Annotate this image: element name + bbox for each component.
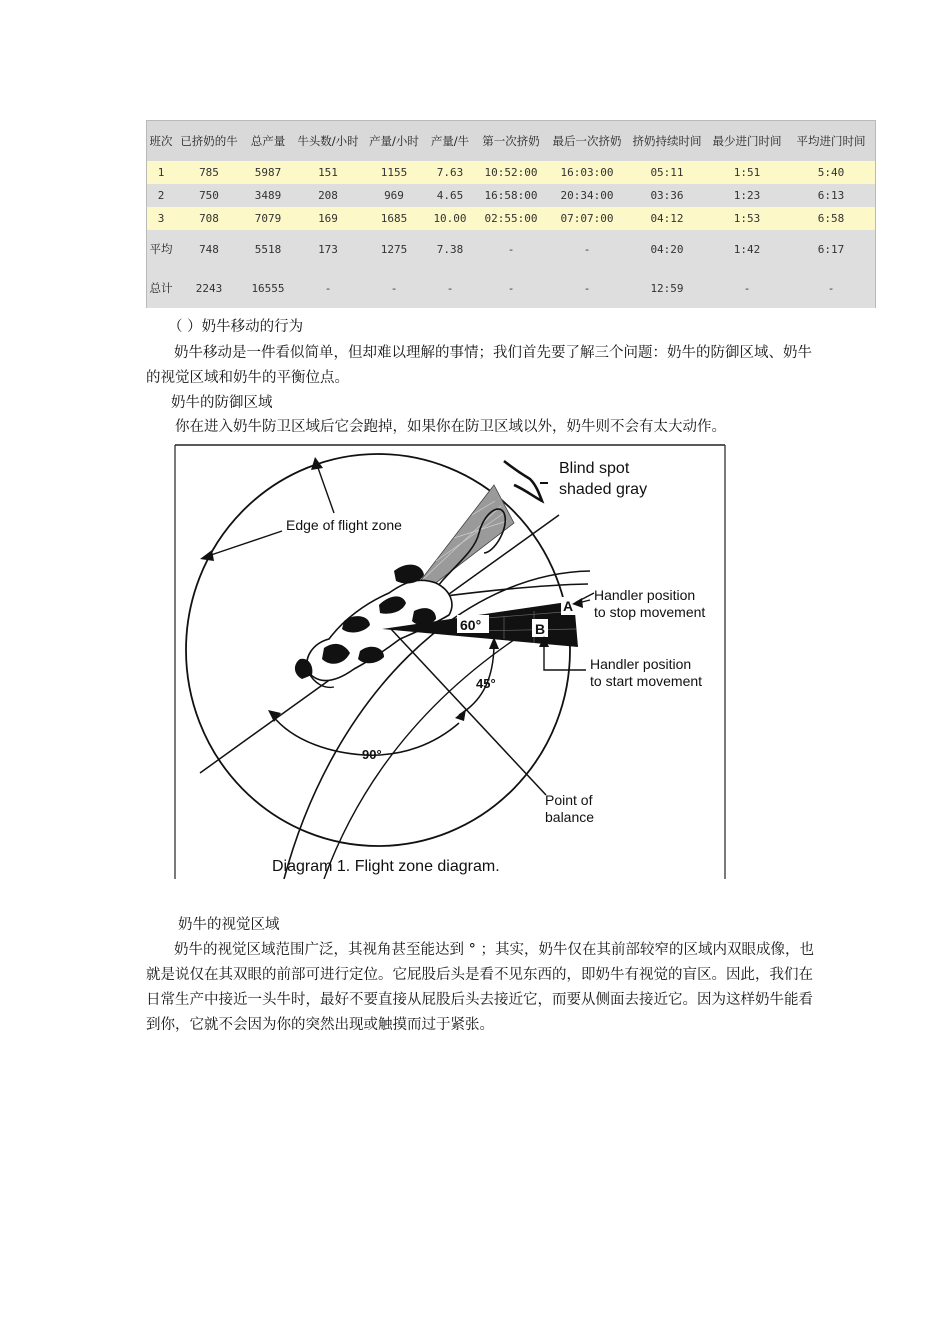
table-cell: 4.65: [425, 184, 475, 207]
table-cell: 总计: [147, 268, 175, 308]
diagram-caption: Diagram 1. Flight zone diagram.: [272, 858, 500, 875]
marker-a-label: A: [563, 598, 574, 614]
balance-label-line2: balance: [545, 809, 595, 825]
table-cell: 20:34:00: [547, 184, 627, 207]
angle-45-arrowhead-bottom: [455, 709, 466, 721]
intro-text: 奶牛移动是一件看似简单，但却难以理解的事情；我们首先要了解三个问题：奶牛的防御区域、奶牛的视觉区域和奶牛的平衡位点。: [146, 345, 812, 386]
table-cell: 1:42: [707, 230, 787, 268]
stop-label-line2: to stop movement: [594, 604, 706, 620]
defense-text: 你在进入奶牛防卫区域后它会跑掉，如果你在防卫区域以外，奶牛则不会有太大动作。: [175, 419, 726, 435]
table-row-average: [147, 230, 875, 268]
vision-text: 奶牛的视觉区域范围广泛，其视角甚至能达到 ° ；其实，奶牛仅在其前部较窄的区域内双眼成像，也就是说仅在其双眼的前部可进行定位。它屁股后头是看不见东西的，即奶牛有视觉的盲区。因此，我们在日常生产中接近一头牛时，最好不要直接从屁股后头去接近它，而要从侧面去接近它。因为这样奶牛能看到你，它就不会因为你的突然出现或触摸而过于紧张。: [146, 942, 814, 1033]
table-cell: 1155: [363, 161, 425, 184]
table-cell: 6:13: [787, 184, 875, 207]
header-cell: 产量/牛: [425, 121, 475, 161]
table-cell: -: [707, 268, 787, 308]
table-cell: 173: [293, 230, 363, 268]
milking-stats-table: [147, 121, 875, 308]
table-cell: -: [293, 268, 363, 308]
angle-90-label: 90°: [362, 747, 382, 762]
marker-b-label: B: [535, 621, 546, 637]
flight-zone-svg: [174, 443, 727, 879]
edge-arrow-left: [208, 531, 282, 556]
table-cell: 2: [147, 184, 175, 207]
table-cell: 2243: [175, 268, 243, 308]
table-cell: 969: [363, 184, 425, 207]
blind-spot-label-line2: shaded gray: [559, 481, 648, 498]
table-cell: 1: [147, 161, 175, 184]
header-cell: 总产量: [243, 121, 293, 161]
defense-heading: 奶牛的防御区域: [171, 395, 273, 411]
milking-stats-table-container: [146, 120, 876, 308]
table-cell: 7079: [243, 207, 293, 230]
start-label-line2: to start movement: [590, 673, 703, 689]
table-cell: 16:03:00: [547, 161, 627, 184]
table-cell: 750: [175, 184, 243, 207]
table-cell: -: [547, 268, 627, 308]
table-cell: -: [475, 230, 547, 268]
table-cell: -: [425, 268, 475, 308]
angle-45-label: 45°: [476, 676, 496, 691]
table-cell: 708: [175, 207, 243, 230]
vision-paragraph: [146, 938, 814, 1038]
table-cell: 748: [175, 230, 243, 268]
start-arrow: [544, 643, 586, 670]
table-cell: 5987: [243, 161, 293, 184]
table-cell: 151: [293, 161, 363, 184]
table-cell: 1:23: [707, 184, 787, 207]
edge-of-flight-zone-label: Edge of flight zone: [286, 517, 402, 533]
table-cell: 7.38: [425, 230, 475, 268]
header-cell: 平均进门时间: [787, 121, 875, 161]
header-cell: 牛头数/小时: [293, 121, 363, 161]
table-cell: 785: [175, 161, 243, 184]
table-cell: 平均: [147, 230, 175, 268]
header-cell: 班次: [147, 121, 175, 161]
table-cell: 3: [147, 207, 175, 230]
section-heading: （ ）奶牛移动的行为: [168, 319, 304, 335]
table-cell: 1685: [363, 207, 425, 230]
table-cell: 16555: [243, 268, 293, 308]
table-cell: 7.63: [425, 161, 475, 184]
table-cell: 16:58:00: [475, 184, 547, 207]
table-cell: 6:17: [787, 230, 875, 268]
header-cell: 挤奶持续时间: [627, 121, 707, 161]
blind-spot-label-line1: Blind spot: [559, 460, 630, 477]
angle-60-label: 60°: [460, 617, 482, 633]
table-cell: 1275: [363, 230, 425, 268]
table-row-total: [147, 268, 875, 308]
table-cell: 04:20: [627, 230, 707, 268]
table-cell: 5:40: [787, 161, 875, 184]
header-cell: 第一次挤奶: [475, 121, 547, 161]
edge-arrowhead-left: [200, 550, 214, 561]
blind-spot-bracket: [504, 461, 542, 501]
header-cell: 已挤奶的牛: [175, 121, 243, 161]
table-cell: 03:36: [627, 184, 707, 207]
table-header-row: [147, 121, 875, 161]
edge-arrow-up: [317, 465, 334, 513]
stop-label-line1: Handler position: [594, 587, 696, 603]
header-cell: 最后一次挤奶: [547, 121, 627, 161]
balance-label-line1: Point of: [545, 792, 593, 808]
table-row: [147, 184, 875, 207]
table-cell: 12:59: [627, 268, 707, 308]
table-cell: 208: [293, 184, 363, 207]
flight-zone-diagram: [174, 443, 727, 879]
table-cell: -: [363, 268, 425, 308]
table-cell: 04:12: [627, 207, 707, 230]
header-cell: 最少进门时间: [707, 121, 787, 161]
table-cell: 10:52:00: [475, 161, 547, 184]
table-cell: 05:11: [627, 161, 707, 184]
table-cell: -: [547, 230, 627, 268]
table-cell: 3489: [243, 184, 293, 207]
table-cell: 5518: [243, 230, 293, 268]
table-row: [147, 161, 875, 184]
vision-heading: 奶牛的视觉区域: [178, 917, 280, 933]
point-of-balance-line: [391, 629, 546, 795]
table-cell: 07:07:00: [547, 207, 627, 230]
header-cell: 产量/小时: [363, 121, 425, 161]
table-cell: 1:53: [707, 207, 787, 230]
intro-paragraph: [146, 341, 814, 391]
table-cell: 10.00: [425, 207, 475, 230]
table-cell: 1:51: [707, 161, 787, 184]
table-cell: -: [475, 268, 547, 308]
start-label-line1: Handler position: [590, 656, 692, 672]
table-cell: -: [787, 268, 875, 308]
table-row: [147, 207, 875, 230]
table-cell: 169: [293, 207, 363, 230]
table-cell: 6:58: [787, 207, 875, 230]
table-cell: 02:55:00: [475, 207, 547, 230]
